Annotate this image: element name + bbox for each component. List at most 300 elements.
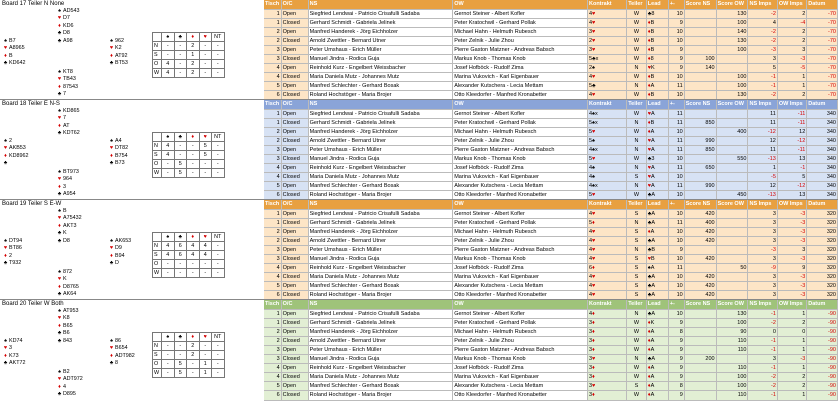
table-cell: 320: [807, 264, 838, 273]
suit-icon: ♠: [4, 338, 7, 344]
table-cell: 6♦: [587, 264, 626, 273]
hand-line: [56, 315, 78, 322]
column-header[interactable]: OW Imps: [777, 0, 806, 9]
table-cell: Open: [281, 9, 308, 18]
hand-cards: A8965: [9, 45, 25, 52]
dd-row: [153, 160, 225, 169]
hand-line: [56, 291, 79, 298]
table-cell: 5: [264, 282, 281, 291]
table-cell: Peter Umshaus - Erich Müller: [308, 345, 453, 354]
table-cell: 0: [748, 327, 777, 336]
dd-row: [153, 242, 225, 251]
column-header[interactable]: Score OW: [716, 200, 748, 209]
table-cell: Michael Hahn - Helmuth Rubesch: [453, 127, 588, 136]
table-cell: 10: [668, 255, 684, 264]
table-cell: [716, 282, 748, 291]
suit-icon: ♠: [58, 8, 61, 14]
hand-line: [56, 369, 83, 376]
table-cell: Josef Hofböck - Rudolf Zima: [453, 164, 588, 173]
table-row[interactable]: [264, 109, 838, 118]
hand-cards: ADT982: [115, 352, 135, 359]
suit-icon: ♦: [647, 83, 651, 90]
west-hand: [2, 338, 25, 368]
table-row[interactable]: [264, 391, 838, 400]
table-cell: 2: [264, 227, 281, 236]
table-row[interactable]: [264, 82, 838, 91]
table-cell: 5♠: [587, 136, 626, 145]
table-cell: 5: [748, 64, 777, 73]
suit-icon: ♣: [109, 160, 114, 167]
table-cell: 3: [264, 145, 281, 154]
dd-cell: W: [153, 69, 162, 78]
suit-icon: ♥: [57, 115, 62, 122]
table-row[interactable]: [264, 382, 838, 391]
table-cell: N: [627, 118, 647, 127]
column-header[interactable]: Tisch: [265, 301, 280, 308]
table-cell: 140: [716, 27, 748, 36]
column-header[interactable]: Lead: [646, 0, 668, 9]
suit-icon: ♦: [592, 319, 595, 326]
table-row[interactable]: [264, 173, 838, 182]
table-cell: Closed: [281, 255, 308, 264]
suit-icon: ♠: [592, 165, 595, 172]
column-header[interactable]: Score OW: [716, 300, 748, 309]
hand-cards: K2: [115, 45, 122, 52]
table-cell: 3♦: [587, 364, 626, 373]
table-cell: ♦B: [646, 36, 668, 45]
table-cell: [684, 73, 716, 82]
column-header[interactable]: +-: [668, 100, 684, 109]
suit-icon: ♣: [3, 360, 8, 367]
column-header[interactable]: +-: [668, 0, 684, 9]
table-cell: -90: [807, 355, 838, 364]
table-cell: 90: [716, 327, 748, 336]
hand-line: [2, 260, 22, 267]
table-cell: 340: [807, 118, 838, 127]
table-cell: 2: [264, 127, 281, 136]
column-header[interactable]: OW Imps: [777, 300, 806, 309]
table-cell: Open: [281, 64, 308, 73]
hand-line: [56, 323, 78, 330]
suit-icon: ♦: [110, 52, 113, 59]
table-row[interactable]: [264, 27, 838, 36]
table-row[interactable]: [264, 345, 838, 354]
table-row[interactable]: [264, 218, 838, 227]
hand-cards: 962: [115, 38, 124, 44]
table-cell: Closed: [281, 191, 308, 200]
table-cell: 100: [716, 73, 748, 82]
dd-cell: W: [153, 169, 162, 178]
table-cell: 320: [807, 282, 838, 291]
table-row[interactable]: [264, 64, 838, 73]
table-row[interactable]: [264, 145, 838, 154]
table-cell: [716, 64, 748, 73]
hand-line: [108, 253, 131, 260]
hand-cards: AKT3: [63, 222, 77, 229]
table-row[interactable]: [264, 18, 838, 27]
column-header[interactable]: NS Imps: [748, 300, 777, 309]
table-row[interactable]: [264, 182, 838, 191]
column-header[interactable]: +-: [668, 200, 684, 209]
suit-icon: ♠: [592, 119, 595, 126]
dd-cell: -: [199, 269, 212, 278]
table-row[interactable]: [264, 273, 838, 282]
hand-cards: AT: [63, 122, 70, 129]
table-cell: 1: [777, 364, 806, 373]
column-header[interactable]: Score NS: [684, 100, 716, 109]
column-header[interactable]: Tisch: [265, 101, 280, 108]
table-cell: S: [627, 227, 647, 236]
table-cell: 13: [777, 191, 806, 200]
table-cell: Peter Zelnik - Julie Zhou: [453, 136, 588, 145]
column-header[interactable]: OW Imps: [777, 200, 806, 209]
table-cell: ♣A: [646, 236, 668, 245]
column-header[interactable]: NS Imps: [748, 0, 777, 9]
dd-header-cell: NT: [212, 333, 225, 342]
dd-cell: -: [212, 260, 225, 269]
table-cell: [716, 255, 748, 264]
table-cell: Siegfried Lendwai - Patricio Crisafulli Sadaba: [308, 9, 453, 18]
column-header[interactable]: Tisch: [265, 201, 280, 208]
table-cell: 340: [807, 136, 838, 145]
table-row[interactable]: [264, 336, 838, 345]
hand-cards: 87543: [63, 83, 78, 90]
table-row[interactable]: [264, 55, 838, 64]
dd-cell: -: [212, 251, 225, 260]
column-header[interactable]: Score NS: [684, 200, 716, 209]
table-row[interactable]: [264, 136, 838, 145]
table-cell: -2: [748, 9, 777, 18]
board-section: [0, 100, 838, 199]
column-header[interactable]: Teiler: [627, 300, 647, 309]
dd-cell: -: [187, 160, 200, 169]
suit-icon: ♦: [4, 152, 7, 159]
table-cell: -1: [748, 82, 777, 91]
column-header[interactable]: OW: [453, 0, 588, 9]
table-cell: ♦A: [646, 345, 668, 354]
table-cell: 5♥: [587, 155, 626, 164]
results-table: [264, 0, 838, 101]
suit-icon: ♦: [647, 392, 651, 399]
table-cell: 100: [716, 382, 748, 391]
table-cell: -1: [777, 164, 806, 173]
table-cell: S: [627, 255, 647, 264]
hand-line: [56, 376, 83, 383]
table-cell: N: [627, 136, 647, 145]
column-header[interactable]: NS Imps: [748, 100, 777, 109]
hand-cards: B754: [115, 152, 128, 159]
table-cell: N: [627, 218, 647, 227]
table-row[interactable]: [264, 245, 838, 254]
suit-icon: ♦: [647, 119, 651, 126]
table-cell: -2: [748, 318, 777, 327]
dd-cell: 2: [187, 42, 200, 51]
column-header[interactable]: OW: [453, 300, 588, 309]
table-cell: [716, 209, 748, 218]
hand-cards: K73: [9, 352, 19, 359]
column-header[interactable]: Tisch: [265, 1, 280, 8]
north-hand: [56, 308, 78, 338]
table-cell: ♣A: [646, 191, 668, 200]
suit-icon: ♦: [110, 252, 113, 259]
table-row[interactable]: [264, 209, 838, 218]
table-cell: -2: [748, 91, 777, 100]
table-cell: Markus Knob - Thomas Knob: [453, 255, 588, 264]
table-row[interactable]: [264, 73, 838, 82]
hand-line: [2, 253, 22, 260]
table-row[interactable]: [264, 309, 838, 318]
table-row[interactable]: [264, 164, 838, 173]
suit-icon: ♥: [592, 283, 596, 290]
column-header[interactable]: Lead: [646, 200, 668, 209]
table-cell: Peter Kratochwil - Gerhard Pollak: [453, 118, 588, 127]
table-row[interactable]: [264, 45, 838, 54]
table-cell: Siegfried Lendwai - Patricio Crisafulli Sadaba: [308, 109, 453, 118]
column-header[interactable]: Teiler: [627, 0, 647, 9]
table-cell: 4♦: [587, 309, 626, 318]
column-header[interactable]: O/C: [281, 100, 308, 109]
table-row[interactable]: [264, 155, 838, 164]
column-header[interactable]: Lead: [646, 300, 668, 309]
table-cell: -4: [777, 18, 806, 27]
table-cell: 550: [716, 155, 748, 164]
table-cell: Josef Hofböck - Rudolf Zima: [453, 364, 588, 373]
suit-icon: ♣: [592, 83, 596, 90]
table-cell: 1: [777, 73, 806, 82]
column-header[interactable]: OW Imps: [777, 100, 806, 109]
table-cell: -70: [807, 55, 838, 64]
table-cell: W: [627, 55, 647, 64]
dd-cell: -: [187, 260, 200, 269]
table-cell: 100: [716, 318, 748, 327]
table-cell: ♦A: [646, 336, 668, 345]
column-header[interactable]: OW: [453, 100, 588, 109]
column-header[interactable]: Score OW: [716, 0, 748, 9]
table-row[interactable]: [264, 255, 838, 264]
table-row[interactable]: [264, 118, 838, 127]
column-header[interactable]: Teiler: [627, 200, 647, 209]
table-cell: Michael Hahn - Helmuth Rubesch: [453, 27, 588, 36]
table-cell: 420: [684, 282, 716, 291]
dd-header-cell: ♦: [187, 233, 200, 242]
dd-cell: -: [174, 69, 187, 78]
dd-cell: -: [199, 342, 212, 351]
column-header[interactable]: Lead: [646, 100, 668, 109]
column-header[interactable]: OW: [453, 200, 588, 209]
hand-cards: KDT62: [63, 130, 80, 137]
table-cell: Arnold Zwettler - Bernard Utner: [308, 236, 453, 245]
hand-cards: A98: [63, 38, 73, 44]
column-header[interactable]: NS: [308, 200, 453, 209]
table-row[interactable]: [264, 227, 838, 236]
column-header[interactable]: Datum: [807, 100, 838, 109]
table-cell: ♣A: [646, 309, 668, 318]
table-cell: 3: [264, 55, 281, 64]
table-cell: -2: [748, 373, 777, 382]
table-cell: 9: [668, 345, 684, 354]
table-cell: Closed: [281, 55, 308, 64]
dd-cell: -: [199, 351, 212, 360]
suit-icon: ♦: [4, 352, 7, 359]
table-cell: Alexander Kutschera - Lecia Mettam: [453, 182, 588, 191]
table-cell: 1: [264, 218, 281, 227]
column-header[interactable]: Kontrakt: [587, 0, 626, 9]
table-cell: 3: [777, 245, 806, 254]
table-row[interactable]: [264, 355, 838, 364]
table-cell: 130: [716, 9, 748, 18]
dd-cell: -: [162, 169, 175, 178]
column-header[interactable]: Score NS: [684, 300, 716, 309]
table-cell: Roland Hochstöger - Maria Brojer: [308, 191, 453, 200]
suit-icon: ♥: [647, 137, 652, 144]
table-cell: 4: [264, 264, 281, 273]
table-cell: 12: [777, 127, 806, 136]
table-cell: [684, 336, 716, 345]
table-cell: 3: [748, 55, 777, 64]
table-cell: 11: [668, 164, 684, 173]
table-cell: Peter Umshaus - Erich Müller: [308, 145, 453, 154]
south-hand: [56, 69, 78, 99]
board-section: [0, 300, 838, 399]
hand-line: [108, 153, 128, 160]
table-cell: N: [627, 245, 647, 254]
suit-icon: ♠: [58, 69, 61, 75]
suit-icon: ♣: [57, 338, 62, 344]
table-row[interactable]: [264, 36, 838, 45]
table-cell: Manfred Handerek - Jörg Eichholzer: [308, 327, 453, 336]
table-cell: 9: [668, 373, 684, 382]
suit-icon: ♣: [647, 356, 652, 363]
table-cell: 3♦: [587, 327, 626, 336]
dd-cell: -: [162, 51, 175, 60]
table-cell: Peter Kratochwil - Gerhard Pollak: [453, 218, 588, 227]
table-cell: 9: [668, 391, 684, 400]
table-cell: 2: [264, 36, 281, 45]
column-header[interactable]: NS: [308, 0, 453, 9]
hand-line: [2, 60, 25, 67]
column-header[interactable]: Kontrakt: [587, 100, 626, 109]
table-cell: Pierre Gaston Matzner - Andreas Babsch: [453, 245, 588, 254]
table-cell: -11: [777, 109, 806, 118]
suit-icon: ♣: [57, 330, 62, 337]
suit-icon: ♥: [592, 383, 596, 390]
table-cell: 5: [264, 182, 281, 191]
column-header[interactable]: NS: [308, 300, 453, 309]
column-header[interactable]: O/C: [281, 200, 308, 209]
suit-icon: ♣: [3, 60, 8, 67]
suit-icon: ♠: [4, 138, 7, 144]
north-hand: [56, 208, 82, 238]
suit-icon: ♥: [3, 245, 8, 252]
dd-cell: -: [162, 160, 175, 169]
results-table: [264, 100, 838, 201]
dd-cell: 6: [174, 251, 187, 260]
table-row[interactable]: [264, 364, 838, 373]
table-cell: [684, 155, 716, 164]
column-header[interactable]: O/C: [281, 0, 308, 9]
table-cell: -2: [748, 27, 777, 36]
table-cell: Open: [281, 182, 308, 191]
table-cell: 3♥: [587, 355, 626, 364]
dd-cell: -: [174, 51, 187, 60]
column-header[interactable]: Score NS: [684, 0, 716, 9]
dd-cell: 2: [187, 69, 200, 78]
table-cell: Closed: [281, 291, 308, 300]
dd-cell: 5: [174, 360, 187, 369]
table-cell: -90: [807, 382, 838, 391]
table-cell: W: [627, 345, 647, 354]
results-header-row: [264, 0, 838, 9]
suit-icon: ♥: [647, 256, 652, 263]
dd-cell: S: [153, 251, 162, 260]
table-cell: Roland Hochstöger - Maria Brojer: [308, 391, 453, 400]
south-hand: [56, 169, 79, 199]
column-header[interactable]: Datum: [807, 0, 838, 9]
suit-icon: ♥: [647, 183, 652, 190]
table-row[interactable]: [264, 327, 838, 336]
hand-line: [56, 276, 79, 283]
column-header[interactable]: Kontrakt: [587, 200, 626, 209]
column-header[interactable]: Score OW: [716, 100, 748, 109]
table-cell: -13: [748, 191, 777, 200]
suit-icon: ♥: [592, 356, 596, 363]
column-header[interactable]: Teiler: [627, 100, 647, 109]
column-header[interactable]: NS: [308, 100, 453, 109]
suit-icon: ♥: [592, 28, 596, 35]
table-cell: Siegfried Lendwai - Patricio Crisafulli Sadaba: [308, 209, 453, 218]
hand-line: [108, 145, 128, 152]
table-row[interactable]: [264, 9, 838, 18]
table-cell: 1: [264, 209, 281, 218]
dd-header-cell: ♣: [174, 233, 187, 242]
dd-cell: 4: [162, 151, 175, 160]
suit-icon: ♥: [592, 128, 596, 135]
column-header[interactable]: +-: [668, 300, 684, 309]
hand-cards: B7: [9, 38, 16, 44]
table-row[interactable]: [264, 373, 838, 382]
table-cell: -12: [777, 136, 806, 145]
table-cell: Arnold Zwettler - Bernard Utner: [308, 36, 453, 45]
dd-cell: -: [162, 42, 175, 51]
suit-icon: ♣: [3, 260, 8, 267]
table-row[interactable]: [264, 127, 838, 136]
table-row[interactable]: [264, 282, 838, 291]
dd-cell: 4: [162, 242, 175, 251]
table-cell: Closed: [281, 73, 308, 82]
dd-cell: -: [187, 369, 200, 378]
table-cell: 130: [716, 309, 748, 318]
table-cell: Closed: [281, 236, 308, 245]
table-cell: Peter Kratochwil - Gerhard Pollak: [453, 318, 588, 327]
column-header[interactable]: Kontrakt: [587, 300, 626, 309]
suit-icon: ♠: [110, 138, 113, 144]
results-table: [264, 300, 838, 401]
table-cell: Gerhard Schmidt - Gabriela Jelinek: [308, 118, 453, 127]
table-row[interactable]: [264, 264, 838, 273]
dd-header-cell: ♦: [187, 33, 200, 42]
table-cell: Markus Knob - Thomas Knob: [453, 355, 588, 364]
column-header[interactable]: Datum: [807, 300, 838, 309]
column-header[interactable]: NS Imps: [748, 200, 777, 209]
column-header[interactable]: O/C: [281, 300, 308, 309]
table-cell: 420: [684, 291, 716, 300]
table-row[interactable]: [264, 236, 838, 245]
column-header[interactable]: Datum: [807, 200, 838, 209]
table-cell: Michael Hahn - Helmuth Rubesch: [453, 227, 588, 236]
table-row[interactable]: [264, 318, 838, 327]
table-cell: [716, 136, 748, 145]
dd-cell: -: [174, 151, 187, 160]
